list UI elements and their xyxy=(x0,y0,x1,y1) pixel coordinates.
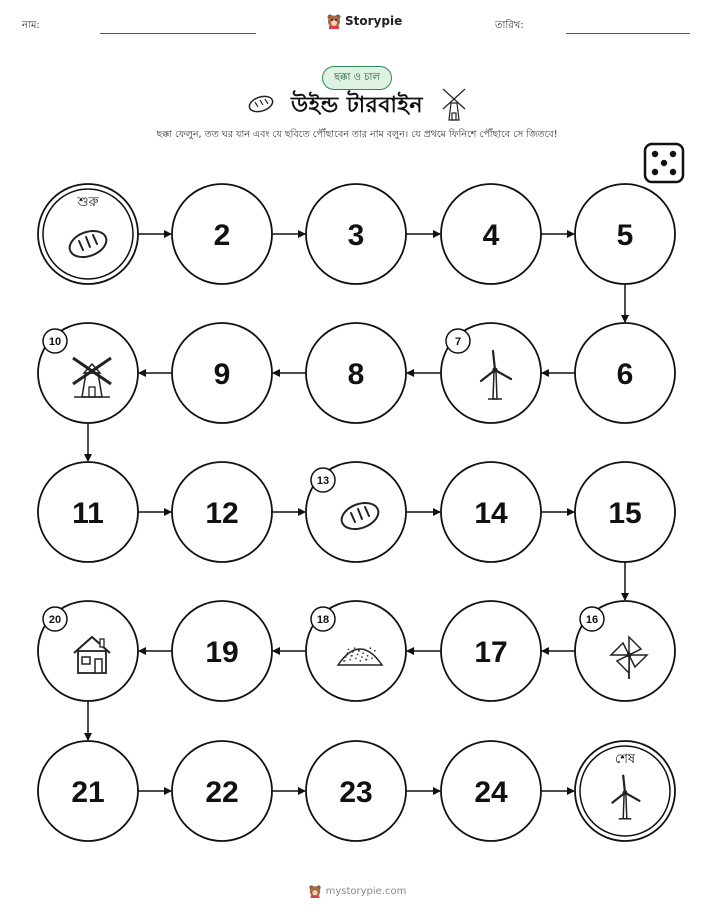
board-cell-19[interactable] xyxy=(172,601,272,701)
board-cell-18[interactable] xyxy=(306,601,406,701)
cell-number-badge xyxy=(311,468,335,492)
svg-text:13: 13 xyxy=(316,475,330,487)
name-label: নাম: xyxy=(22,20,40,31)
instructions: ছক্কা ফেলুন, তত ঘর যান এবং যে ছবিতে পৌঁছাবেন তার নাম বলুন। যে প্রথমে ফিনিশে পৌঁছাবে সে জিতবে! xyxy=(156,129,558,140)
board-cell-8[interactable] xyxy=(306,323,406,423)
cell-number: 6 xyxy=(616,358,634,391)
cell-number: 11 xyxy=(72,497,104,530)
cell-number: 14 xyxy=(474,497,508,530)
end-label: শেষ xyxy=(614,751,636,766)
board-cell-7[interactable] xyxy=(441,323,541,423)
svg-text:16: 16 xyxy=(585,614,599,626)
board-cell-21[interactable] xyxy=(38,741,138,841)
board-cell-13[interactable] xyxy=(306,462,406,562)
cell-number: 5 xyxy=(616,219,634,252)
cell-number: 8 xyxy=(347,358,365,391)
board-cell-12[interactable] xyxy=(172,462,272,562)
board-cell-3[interactable] xyxy=(306,184,406,284)
board-cell-2[interactable] xyxy=(172,184,272,284)
cell-number: 3 xyxy=(347,219,365,252)
page-title: উইন্ড টারবাইন xyxy=(291,93,423,118)
board-cell-6[interactable] xyxy=(575,323,675,423)
svg-text:7: 7 xyxy=(454,336,462,348)
board-cell-4[interactable] xyxy=(441,184,541,284)
board-cell-10[interactable] xyxy=(38,323,138,423)
cell-number: 2 xyxy=(213,219,231,252)
cell-number: 4 xyxy=(482,219,500,252)
board-cell-23[interactable] xyxy=(306,741,406,841)
board-cell-15[interactable] xyxy=(575,462,675,562)
cell-number-badge xyxy=(43,329,67,353)
board-cell-20[interactable] xyxy=(38,601,138,701)
game-type-badge: ছক্কা ও চাল xyxy=(322,66,392,90)
cell-number: 21 xyxy=(71,776,105,809)
date-label: তারিখ: xyxy=(495,20,524,31)
board-cell-25[interactable] xyxy=(575,741,675,841)
footer-bear-icon xyxy=(308,884,322,898)
cell-number: 24 xyxy=(474,776,508,809)
svg-text:18: 18 xyxy=(316,614,330,626)
board-cell-9[interactable] xyxy=(172,323,272,423)
cell-number-badge xyxy=(311,607,335,631)
cell-number: 23 xyxy=(339,776,373,809)
board-cell-11[interactable] xyxy=(38,462,138,562)
footer xyxy=(0,884,714,898)
cell-number: 17 xyxy=(474,636,508,669)
cell-number-badge xyxy=(446,329,470,353)
brand-name: Storypie xyxy=(345,14,403,28)
board-cell-5[interactable] xyxy=(575,184,675,284)
svg-text:10: 10 xyxy=(48,336,62,348)
cell-number: 15 xyxy=(608,497,642,530)
cell-number-badge xyxy=(43,607,67,631)
board-cell-22[interactable] xyxy=(172,741,272,841)
board-cell-17[interactable] xyxy=(441,601,541,701)
cell-number: 9 xyxy=(213,358,231,391)
footer-url: mystorypie.com xyxy=(325,885,407,897)
start-label: শুরু xyxy=(77,194,99,209)
board-cell-1[interactable] xyxy=(38,184,138,284)
cell-number: 19 xyxy=(205,636,239,669)
cell-number: 22 xyxy=(205,776,239,809)
board-cell-14[interactable] xyxy=(441,462,541,562)
svg-text:20: 20 xyxy=(48,614,62,626)
cell-number: 12 xyxy=(205,497,239,530)
board-cell-24[interactable] xyxy=(441,741,541,841)
board-cell-16[interactable] xyxy=(575,601,675,701)
cell-number-badge xyxy=(580,607,604,631)
